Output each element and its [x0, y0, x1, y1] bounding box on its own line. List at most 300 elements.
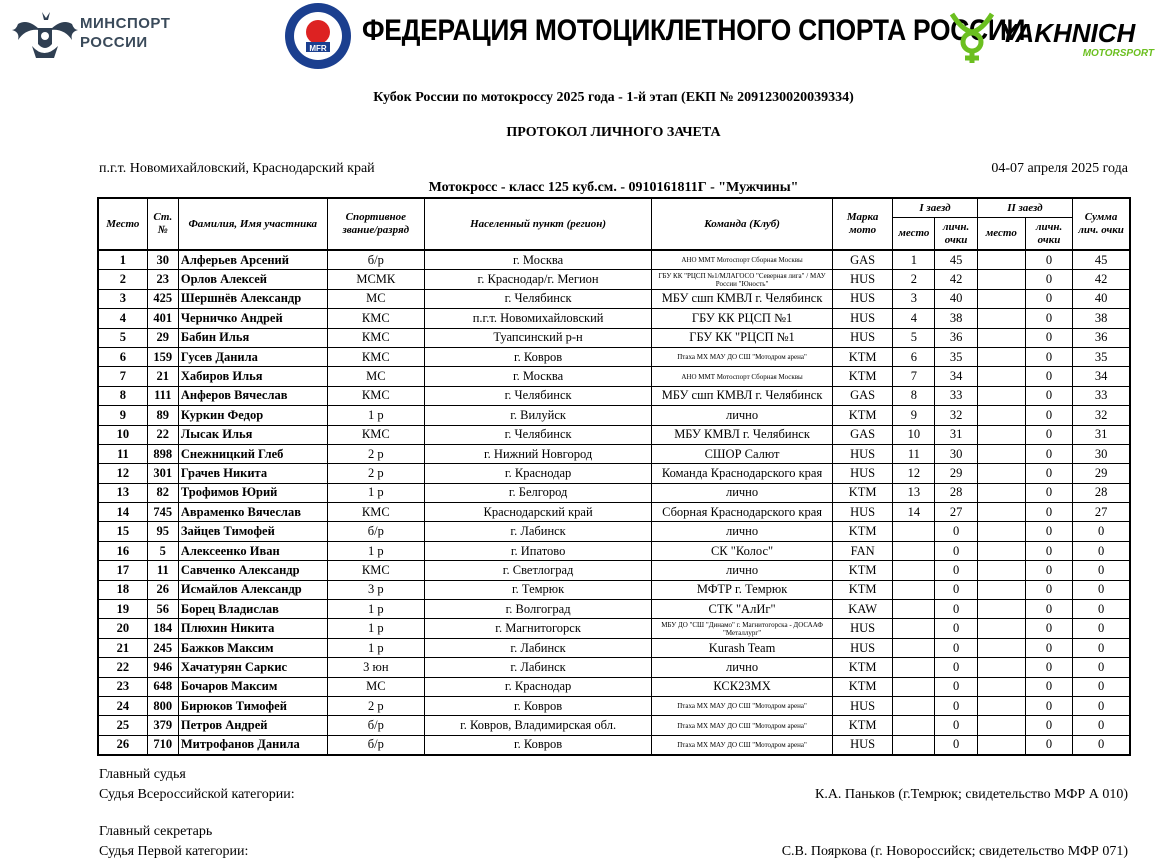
row-moto: GAS [832, 250, 892, 270]
row-place: 21 [98, 638, 147, 657]
row-place: 23 [98, 677, 147, 696]
col-place: Место [98, 198, 147, 250]
row-place: 19 [98, 600, 147, 619]
svg-text:MOTORSPORT: MOTORSPORT [1082, 48, 1154, 59]
row-race2-place [977, 677, 1025, 696]
row-race2-place [977, 289, 1025, 308]
row-rank: МСМК [327, 270, 424, 289]
row-name: Черничко Андрей [178, 309, 327, 328]
row-total: 0 [1073, 522, 1130, 541]
row-rank: 3 р [327, 580, 424, 599]
row-race1-points: 42 [935, 270, 977, 289]
row-name: Савченко Александр [178, 561, 327, 580]
row-place: 14 [98, 503, 147, 522]
row-race1-points: 0 [935, 677, 977, 696]
table-row [98, 483, 1130, 502]
row-start-no: 30 [147, 250, 178, 270]
row-race2-place [977, 464, 1025, 483]
row-start-no: 245 [147, 638, 178, 657]
row-name: Алферьев Арсений [178, 250, 327, 270]
row-moto: FAN [832, 541, 892, 560]
row-team: СТК "АлИг" [652, 600, 833, 619]
row-start-no: 425 [147, 289, 178, 308]
row-city: г. Магнитогорск [425, 619, 652, 638]
row-race1-points: 0 [935, 658, 977, 677]
row-team: МФТР г. Темрюк [652, 580, 833, 599]
table-row [98, 270, 1130, 289]
row-team: Kurash Team [652, 638, 833, 657]
row-race2-points: 0 [1025, 716, 1072, 735]
row-name: Бочаров Максим [178, 677, 327, 696]
row-race2-place [977, 347, 1025, 366]
row-total: 0 [1073, 561, 1130, 580]
row-total: 0 [1073, 580, 1130, 599]
row-city: г. Темрюк [425, 580, 652, 599]
row-name: Шершнёв Александр [178, 289, 327, 308]
row-name: Гусев Данила [178, 347, 327, 366]
row-moto: KTM [832, 677, 892, 696]
row-moto: HUS [832, 309, 892, 328]
protocol-title: ПРОТОКОЛ ЛИЧНОГО ЗАЧЕТА [506, 125, 721, 140]
table-row [98, 367, 1130, 386]
table-row [98, 386, 1130, 405]
col-city: Населенный пункт (регион) [425, 198, 652, 250]
row-start-no: 184 [147, 619, 178, 638]
row-total: 29 [1073, 464, 1130, 483]
row-moto: HUS [832, 619, 892, 638]
table-row [98, 289, 1130, 308]
row-start-no: 23 [147, 270, 178, 289]
row-race2-place [977, 386, 1025, 405]
row-race1-points: 0 [935, 541, 977, 560]
row-city: г. Лабинск [425, 522, 652, 541]
row-total: 36 [1073, 328, 1130, 347]
row-total: 0 [1073, 619, 1130, 638]
row-total: 0 [1073, 735, 1130, 755]
table-row [98, 250, 1130, 270]
table-row [98, 677, 1130, 696]
row-rank: КМС [327, 503, 424, 522]
svg-text:MFR: MFR [309, 44, 327, 53]
row-total: 33 [1073, 386, 1130, 405]
row-total: 0 [1073, 716, 1130, 735]
event-title: Кубок России по мотокроссу 2025 года - 1-й этап (ЕКП № 2091230020039334) [373, 90, 854, 105]
row-rank: МС [327, 289, 424, 308]
row-name: Бажков Максим [178, 638, 327, 657]
row-race2-place [977, 328, 1025, 347]
row-start-no: 11 [147, 561, 178, 580]
row-start-no: 111 [147, 386, 178, 405]
row-city: г. Ипатово [425, 541, 652, 560]
row-name: Анферов Вячеслав [178, 386, 327, 405]
row-race1-points: 32 [935, 406, 977, 425]
row-total: 35 [1073, 347, 1130, 366]
row-name: Грачев Никита [178, 464, 327, 483]
row-city: г. Краснодар/г. Мегион [425, 270, 652, 289]
row-race1-points: 40 [935, 289, 977, 308]
row-race1-place: 14 [893, 503, 935, 522]
table-row [98, 444, 1130, 463]
chief-secretary-name: С.В. Пояркова (г. Новороссийск; свидетельство МФР 071) [781, 844, 1128, 859]
row-race1-points: 0 [935, 696, 977, 715]
row-name: Орлов Алексей [178, 270, 327, 289]
row-place: 20 [98, 619, 147, 638]
row-city: Краснодарский край [425, 503, 652, 522]
row-team: СШОР Салют [652, 444, 833, 463]
row-team: ГБУ КК "РЦСП №1/МЛАГОСО "Северная лига" / МАУ России "Юность" [652, 270, 833, 289]
table-row [98, 464, 1130, 483]
row-team: ГБУ КК "РЦСП №1 [652, 328, 833, 347]
row-start-no: 898 [147, 444, 178, 463]
row-race2-place [977, 580, 1025, 599]
table-row [98, 696, 1130, 715]
row-race1-place: 4 [893, 309, 935, 328]
row-name: Хабиров Илья [178, 367, 327, 386]
row-team: Птаха МХ МАУ ДО СШ "Мотодром арена" [652, 716, 833, 735]
row-race2-points: 0 [1025, 444, 1072, 463]
row-race2-place [977, 483, 1025, 502]
row-race1-place [893, 735, 935, 755]
row-race1-place [893, 600, 935, 619]
row-start-no: 89 [147, 406, 178, 425]
row-race1-place: 11 [893, 444, 935, 463]
row-total: 31 [1073, 425, 1130, 444]
row-race2-place [977, 522, 1025, 541]
row-place: 3 [98, 289, 147, 308]
row-city: г. Краснодар [425, 677, 652, 696]
row-race1-points: 27 [935, 503, 977, 522]
row-city: г. Лабинск [425, 638, 652, 657]
row-race1-place: 7 [893, 367, 935, 386]
row-race1-points: 28 [935, 483, 977, 502]
mfr-seal-logo [284, 2, 352, 70]
table-row [98, 619, 1130, 638]
row-team: лично [652, 522, 833, 541]
row-name: Авраменко Вячеслав [178, 503, 327, 522]
row-race2-place [977, 503, 1025, 522]
row-race1-place [893, 696, 935, 715]
row-race1-place [893, 619, 935, 638]
row-rank: б/р [327, 735, 424, 755]
row-race2-place [977, 638, 1025, 657]
results-table [97, 197, 1131, 756]
row-moto: KTM [832, 580, 892, 599]
row-start-no: 745 [147, 503, 178, 522]
row-total: 0 [1073, 541, 1130, 560]
row-total: 27 [1073, 503, 1130, 522]
row-place: 15 [98, 522, 147, 541]
row-race1-points: 0 [935, 638, 977, 657]
row-moto: HUS [832, 464, 892, 483]
row-place: 1 [98, 250, 147, 270]
row-race1-points: 0 [935, 619, 977, 638]
row-race1-place: 2 [893, 270, 935, 289]
row-start-no: 946 [147, 658, 178, 677]
row-race1-points: 33 [935, 386, 977, 405]
row-place: 13 [98, 483, 147, 502]
row-team: МБУ ДО "СШ "Динамо" г. Магнитогорска - ДОСААФ "Металлург" [652, 619, 833, 638]
row-race2-place [977, 425, 1025, 444]
table-row [98, 638, 1130, 657]
row-race1-place [893, 561, 935, 580]
federation-title: ФЕДЕРАЦИЯ МОТОЦИКЛЕТНОГО СПОРТА РОССИИ [362, 14, 1026, 47]
row-total: 30 [1073, 444, 1130, 463]
row-total: 42 [1073, 270, 1130, 289]
row-start-no: 710 [147, 735, 178, 755]
row-start-no: 26 [147, 580, 178, 599]
chief-secretary-category: Судья Первой категории: [99, 844, 249, 859]
row-city: г. Краснодар [425, 464, 652, 483]
row-start-no: 301 [147, 464, 178, 483]
row-race1-points: 0 [935, 580, 977, 599]
row-place: 12 [98, 464, 147, 483]
row-moto: HUS [832, 696, 892, 715]
row-race2-points: 0 [1025, 464, 1072, 483]
row-race2-place [977, 561, 1025, 580]
row-moto: KTM [832, 716, 892, 735]
row-rank: КМС [327, 328, 424, 347]
table-row [98, 425, 1130, 444]
row-place: 2 [98, 270, 147, 289]
row-rank: 1 р [327, 638, 424, 657]
row-place: 9 [98, 406, 147, 425]
row-race1-points: 34 [935, 367, 977, 386]
row-rank: 2 р [327, 696, 424, 715]
row-name: Бабин Илья [178, 328, 327, 347]
row-rank: 2 р [327, 444, 424, 463]
row-name: Бирюков Тимофей [178, 696, 327, 715]
row-name: Борец Владислав [178, 600, 327, 619]
row-moto: GAS [832, 425, 892, 444]
row-team: лично [652, 406, 833, 425]
row-total: 0 [1073, 658, 1130, 677]
row-place: 25 [98, 716, 147, 735]
chief-judge-name: К.А. Паньков (г.Темрюк; свидетельство МФР А 010) [814, 787, 1128, 802]
row-name: Митрофанов Данила [178, 735, 327, 755]
row-race1-points: 38 [935, 309, 977, 328]
row-start-no: 82 [147, 483, 178, 502]
event-location: п.г.т. Новомихайловский, Краснодарский край [99, 161, 375, 176]
row-race1-place: 12 [893, 464, 935, 483]
row-name: Лысак Илья [178, 425, 327, 444]
col-name: Фамилия, Имя участника [178, 198, 327, 250]
row-team: лично [652, 483, 833, 502]
col-race1-points: личн. очки [935, 218, 977, 251]
row-race2-points: 0 [1025, 483, 1072, 502]
table-row [98, 347, 1130, 366]
row-race2-points: 0 [1025, 658, 1072, 677]
table-row [98, 406, 1130, 425]
row-city: п.г.т. Новомихайловский [425, 309, 652, 328]
row-start-no: 95 [147, 522, 178, 541]
row-rank: МС [327, 367, 424, 386]
row-team: АНО ММТ Мотоспорт Сборная Москвы [652, 250, 833, 270]
row-rank: КМС [327, 386, 424, 405]
col-rank: Спортивное звание/разряд [327, 198, 424, 250]
event-dates: 04-07 апреля 2025 года [991, 161, 1128, 176]
row-name: Хачатурян Саркис [178, 658, 327, 677]
row-total: 34 [1073, 367, 1130, 386]
row-race2-place [977, 250, 1025, 270]
row-city: Туапсинский р-н [425, 328, 652, 347]
row-city: г. Ковров, Владимирская обл. [425, 716, 652, 735]
table-row [98, 658, 1130, 677]
table-row [98, 328, 1130, 347]
row-team: МБУ сшп КМВЛ г. Челябинск [652, 386, 833, 405]
row-place: 16 [98, 541, 147, 560]
row-city: г. Нижний Новгород [425, 444, 652, 463]
row-name: Трофимов Юрий [178, 483, 327, 502]
row-race2-place [977, 541, 1025, 560]
row-race2-points: 0 [1025, 541, 1072, 560]
row-place: 17 [98, 561, 147, 580]
row-rank: 1 р [327, 619, 424, 638]
row-race1-place [893, 541, 935, 560]
row-city: г. Лабинск [425, 658, 652, 677]
row-start-no: 5 [147, 541, 178, 560]
row-team: Команда Краснодарского края [652, 464, 833, 483]
row-race2-points: 0 [1025, 522, 1072, 541]
row-team: ГБУ КК РЦСП №1 [652, 309, 833, 328]
yakhnich-logo [948, 8, 1158, 66]
row-moto: HUS [832, 638, 892, 657]
row-race2-points: 0 [1025, 600, 1072, 619]
row-rank: 2 р [327, 464, 424, 483]
row-race1-points: 0 [935, 716, 977, 735]
row-race2-place [977, 367, 1025, 386]
row-race2-points: 0 [1025, 503, 1072, 522]
row-race1-points: 31 [935, 425, 977, 444]
row-total: 45 [1073, 250, 1130, 270]
row-city: г. Ковров [425, 696, 652, 715]
row-race1-points: 0 [935, 561, 977, 580]
row-race2-place [977, 444, 1025, 463]
row-place: 6 [98, 347, 147, 366]
row-total: 32 [1073, 406, 1130, 425]
row-race2-points: 0 [1025, 580, 1072, 599]
row-rank: МС [327, 677, 424, 696]
row-rank: КМС [327, 347, 424, 366]
row-city: г. Челябинск [425, 425, 652, 444]
row-race2-points: 0 [1025, 250, 1072, 270]
row-rank: 1 р [327, 600, 424, 619]
table-row [98, 561, 1130, 580]
class-title: Мотокросс - класс 125 куб.см. - 0910161811Г - "Мужчины" [428, 180, 799, 195]
row-rank: б/р [327, 716, 424, 735]
row-race2-points: 0 [1025, 309, 1072, 328]
row-moto: KTM [832, 367, 892, 386]
row-name: Плюхин Никита [178, 619, 327, 638]
row-place: 22 [98, 658, 147, 677]
row-race1-points: 45 [935, 250, 977, 270]
row-race2-place [977, 406, 1025, 425]
row-race2-points: 0 [1025, 289, 1072, 308]
row-rank: 1 р [327, 483, 424, 502]
row-moto: HUS [832, 328, 892, 347]
row-team: КСК23МХ [652, 677, 833, 696]
row-race1-points: 30 [935, 444, 977, 463]
row-race1-points: 0 [935, 735, 977, 755]
row-race1-place [893, 716, 935, 735]
col-moto: Марка мото [832, 198, 892, 250]
row-total: 38 [1073, 309, 1130, 328]
row-team: Птаха МХ МАУ ДО СШ "Мотодром арена" [652, 735, 833, 755]
row-rank: 3 юн [327, 658, 424, 677]
row-race2-place [977, 619, 1025, 638]
row-moto: HUS [832, 289, 892, 308]
table-row [98, 541, 1130, 560]
row-race1-place: 5 [893, 328, 935, 347]
row-race1-place: 1 [893, 250, 935, 270]
row-total: 40 [1073, 289, 1130, 308]
row-race2-points: 0 [1025, 425, 1072, 444]
row-race1-points: 29 [935, 464, 977, 483]
table-row [98, 522, 1130, 541]
row-city: г. Белгород [425, 483, 652, 502]
row-team: СК "Колос" [652, 541, 833, 560]
row-name: Снежницкий Глеб [178, 444, 327, 463]
col-race1: I заезд [893, 198, 977, 218]
row-race2-points: 0 [1025, 619, 1072, 638]
row-rank: б/р [327, 522, 424, 541]
page-header [0, 0, 1164, 80]
row-race1-place: 6 [893, 347, 935, 366]
row-moto: KTM [832, 658, 892, 677]
col-race2-place: место [977, 218, 1025, 251]
row-rank: 1 р [327, 406, 424, 425]
row-total: 28 [1073, 483, 1130, 502]
row-race1-place: 3 [893, 289, 935, 308]
row-race2-place [977, 696, 1025, 715]
row-race1-points: 0 [935, 522, 977, 541]
row-race2-points: 0 [1025, 347, 1072, 366]
col-race2-points: личн. очки [1025, 218, 1072, 251]
row-moto: HUS [832, 444, 892, 463]
col-race2: II заезд [977, 198, 1072, 218]
row-city: г. Вилуйск [425, 406, 652, 425]
row-race2-points: 0 [1025, 677, 1072, 696]
row-name: Зайцев Тимофей [178, 522, 327, 541]
row-moto: HUS [832, 735, 892, 755]
row-rank: б/р [327, 250, 424, 270]
row-rank: КМС [327, 425, 424, 444]
row-race2-place [977, 735, 1025, 755]
row-moto: KTM [832, 406, 892, 425]
row-city: г. Волгоград [425, 600, 652, 619]
row-moto: KTM [832, 522, 892, 541]
row-place: 11 [98, 444, 147, 463]
table-row [98, 503, 1130, 522]
row-rank: КМС [327, 561, 424, 580]
row-moto: HUS [832, 270, 892, 289]
row-place: 18 [98, 580, 147, 599]
row-city: г. Ковров [425, 735, 652, 755]
svg-text:YAKHNICH: YAKHNICH [1000, 18, 1136, 48]
row-moto: KTM [832, 561, 892, 580]
row-race2-place [977, 309, 1025, 328]
row-name: Исмайлов Александр [178, 580, 327, 599]
row-race1-place: 9 [893, 406, 935, 425]
row-city: г. Челябинск [425, 386, 652, 405]
row-race2-place [977, 716, 1025, 735]
row-city: г. Челябинск [425, 289, 652, 308]
row-race2-place [977, 658, 1025, 677]
row-start-no: 22 [147, 425, 178, 444]
row-race2-points: 0 [1025, 270, 1072, 289]
row-moto: KTM [832, 347, 892, 366]
row-name: Петров Андрей [178, 716, 327, 735]
row-moto: KAW [832, 600, 892, 619]
